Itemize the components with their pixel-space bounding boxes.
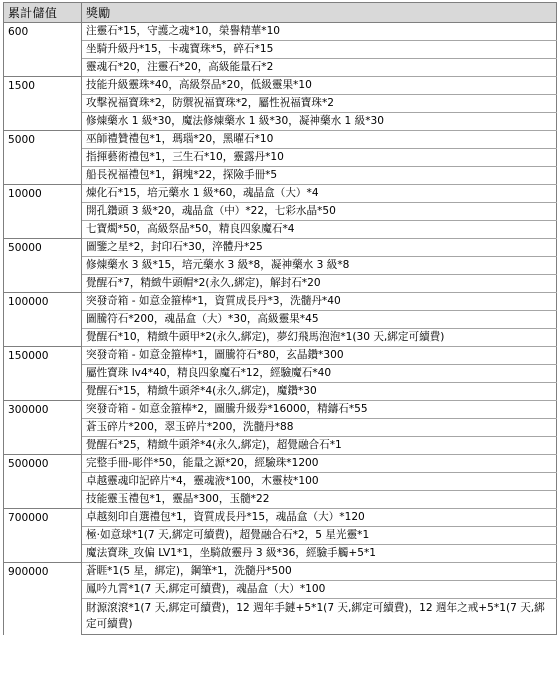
reward-cell: 指揮藝術禮包*1，三生石*10，靈露丹*10 xyxy=(82,149,557,167)
reward-cell: 覺醒石*7，精緻牛頭帽*2(永久,綁定)，解封石*20 xyxy=(82,275,557,293)
reward-cell: 攻擊祝福寶珠*2，防禦祝福寶珠*2，屬性祝福寶珠*2 xyxy=(82,95,557,113)
tier-level: 50000 xyxy=(4,239,82,293)
reward-cell: 靈魂石*20，注靈石*20，高級能量石*2 xyxy=(82,59,557,77)
reward-cell: 魔法寶珠_攻偏 LV1*1，坐騎啟靈丹 3 級*36，經驗手觸+5*1 xyxy=(82,545,557,563)
reward-cell: 卓越刻印自選禮包*1，資質成長丹*15，魂晶盒（大）*120 xyxy=(82,509,557,527)
table-row xyxy=(4,329,557,347)
table-row xyxy=(4,185,557,203)
reward-cell: 船長祝福禮包*1，銅塊*22，探險手冊*5 xyxy=(82,167,557,185)
header-level: 累計儲值 xyxy=(4,3,82,23)
tier-level: 10000 xyxy=(4,185,82,239)
reward-cell: 覺醒石*25，精緻牛頭斧*4(永久,綁定)，超覺融合石*1 xyxy=(82,437,557,455)
table-row xyxy=(4,41,557,59)
reward-cell: 圖騰符石*200，魂晶盒（大）*30，高級靈果*45 xyxy=(82,311,557,329)
table-row xyxy=(4,545,557,563)
header-row xyxy=(4,3,557,23)
reward-cell: 卓越靈魂印記碎片*4，靈魂液*100，木靈枝*100 xyxy=(82,473,557,491)
reward-cell: 突發奇箱 - 如意金箍棒*2，圖騰升級券*16000，精鑄石*55 xyxy=(82,401,557,419)
reward-cell: 財源滾滾*1(7 天,綁定可續費)，12 週年手鏈+5*1(7 天,綁定可續費)，12 週年之戒+5*1(7 天,綁定可續費) xyxy=(82,599,557,635)
table-row xyxy=(4,257,557,275)
reward-cell: 突發奇箱 - 如意金箍棒*1，圖騰符石*80，玄晶鑽*300 xyxy=(82,347,557,365)
reward-cell: 修煉藥水 1 級*30，魔法修煉藥水 1 級*30，凝神藥水 1 級*30 xyxy=(82,113,557,131)
reward-cell: 注靈石*15，守護之魂*10，榮譽精華*10 xyxy=(82,23,557,41)
reward-table-container xyxy=(3,2,556,635)
table-row xyxy=(4,491,557,509)
table-row xyxy=(4,167,557,185)
tier-level: 150000 xyxy=(4,347,82,401)
table-row xyxy=(4,581,557,599)
tier-level: 900000 xyxy=(4,563,82,635)
tier-level: 700000 xyxy=(4,509,82,563)
table-row xyxy=(4,203,557,221)
table-row xyxy=(4,509,557,527)
reward-cell: 屬性寶珠 lv4*40，精良四象魔石*12，經驗魔石*40 xyxy=(82,365,557,383)
reward-table-body xyxy=(4,23,557,635)
table-row xyxy=(4,527,557,545)
reward-cell: 技能靈玉禮包*1，靈晶*300，玉髓*22 xyxy=(82,491,557,509)
table-row xyxy=(4,311,557,329)
reward-cell: 七寶燭*50，高級祭品*50，精良四象魔石*4 xyxy=(82,221,557,239)
table-row xyxy=(4,401,557,419)
reward-cell: 煉化石*15，培元藥水 1 級*60，魂晶盒（大）*4 xyxy=(82,185,557,203)
reward-cell: 蒼睚*1(5 星，綁定)，鋼筆*1，洗髓丹*500 xyxy=(82,563,557,581)
reward-cell: 覺醒石*10，精緻牛頭甲*2(永久,綁定)，夢幻飛馬泡泡*1(30 天,綁定可續費) xyxy=(82,329,557,347)
reward-cell: 完整手冊-彫伴*50，能量之源*20，經驗珠*1200 xyxy=(82,455,557,473)
table-row xyxy=(4,59,557,77)
table-row xyxy=(4,383,557,401)
tier-level: 5000 xyxy=(4,131,82,185)
table-row xyxy=(4,365,557,383)
reward-cell: 技能升級靈珠*40，高級祭品*20，低級靈果*10 xyxy=(82,77,557,95)
reward-cell: 圖鑒之星*2，封印石*30，淬體丹*25 xyxy=(82,239,557,257)
table-row xyxy=(4,437,557,455)
reward-cell: 修煉藥水 3 級*15，培元藥水 3 級*8，凝神藥水 3 級*8 xyxy=(82,257,557,275)
reward-cell: 坐騎升級丹*15，卡魂寶珠*5，碎石*15 xyxy=(82,41,557,59)
table-row xyxy=(4,473,557,491)
table-row xyxy=(4,599,557,635)
reward-cell: 蒼玉碎片*200，翠玉碎片*200，洗髓丹*88 xyxy=(82,419,557,437)
table-row xyxy=(4,77,557,95)
reward-cell: 突發奇箱 - 如意金箍棒*1，資質成長丹*3，洗髓丹*40 xyxy=(82,293,557,311)
table-row xyxy=(4,113,557,131)
table-row xyxy=(4,563,557,581)
table-row xyxy=(4,275,557,293)
table-row xyxy=(4,149,557,167)
reward-cell: 極·如意球*1(7 天,綁定可續費)，超覺融合石*2，5 星光靈*1 xyxy=(82,527,557,545)
reward-cell: 覺醒石*15，精緻牛頭斧*4(永久,綁定)，魔鑽*30 xyxy=(82,383,557,401)
header-reward: 獎勵 xyxy=(82,3,557,23)
tier-level: 300000 xyxy=(4,401,82,455)
table-row xyxy=(4,221,557,239)
reward-cell: 巫師禮贊禮包*1，瑪瑙*20，黑曜石*10 xyxy=(82,131,557,149)
table-row xyxy=(4,455,557,473)
tier-level: 600 xyxy=(4,23,82,77)
table-row xyxy=(4,131,557,149)
table-row xyxy=(4,95,557,113)
tier-level: 100000 xyxy=(4,293,82,347)
table-row xyxy=(4,293,557,311)
table-row xyxy=(4,239,557,257)
table-row xyxy=(4,23,557,41)
tier-level: 500000 xyxy=(4,455,82,509)
table-row xyxy=(4,347,557,365)
reward-cell: 開孔鑽頭 3 級*20，魂晶盒（中）*22，七彩水晶*50 xyxy=(82,203,557,221)
reward-table xyxy=(3,2,557,635)
tier-level: 1500 xyxy=(4,77,82,131)
reward-cell: 鳳吟九霄*1(7 天,綁定可續費)，魂晶盒（大）*100 xyxy=(82,581,557,599)
table-row xyxy=(4,419,557,437)
